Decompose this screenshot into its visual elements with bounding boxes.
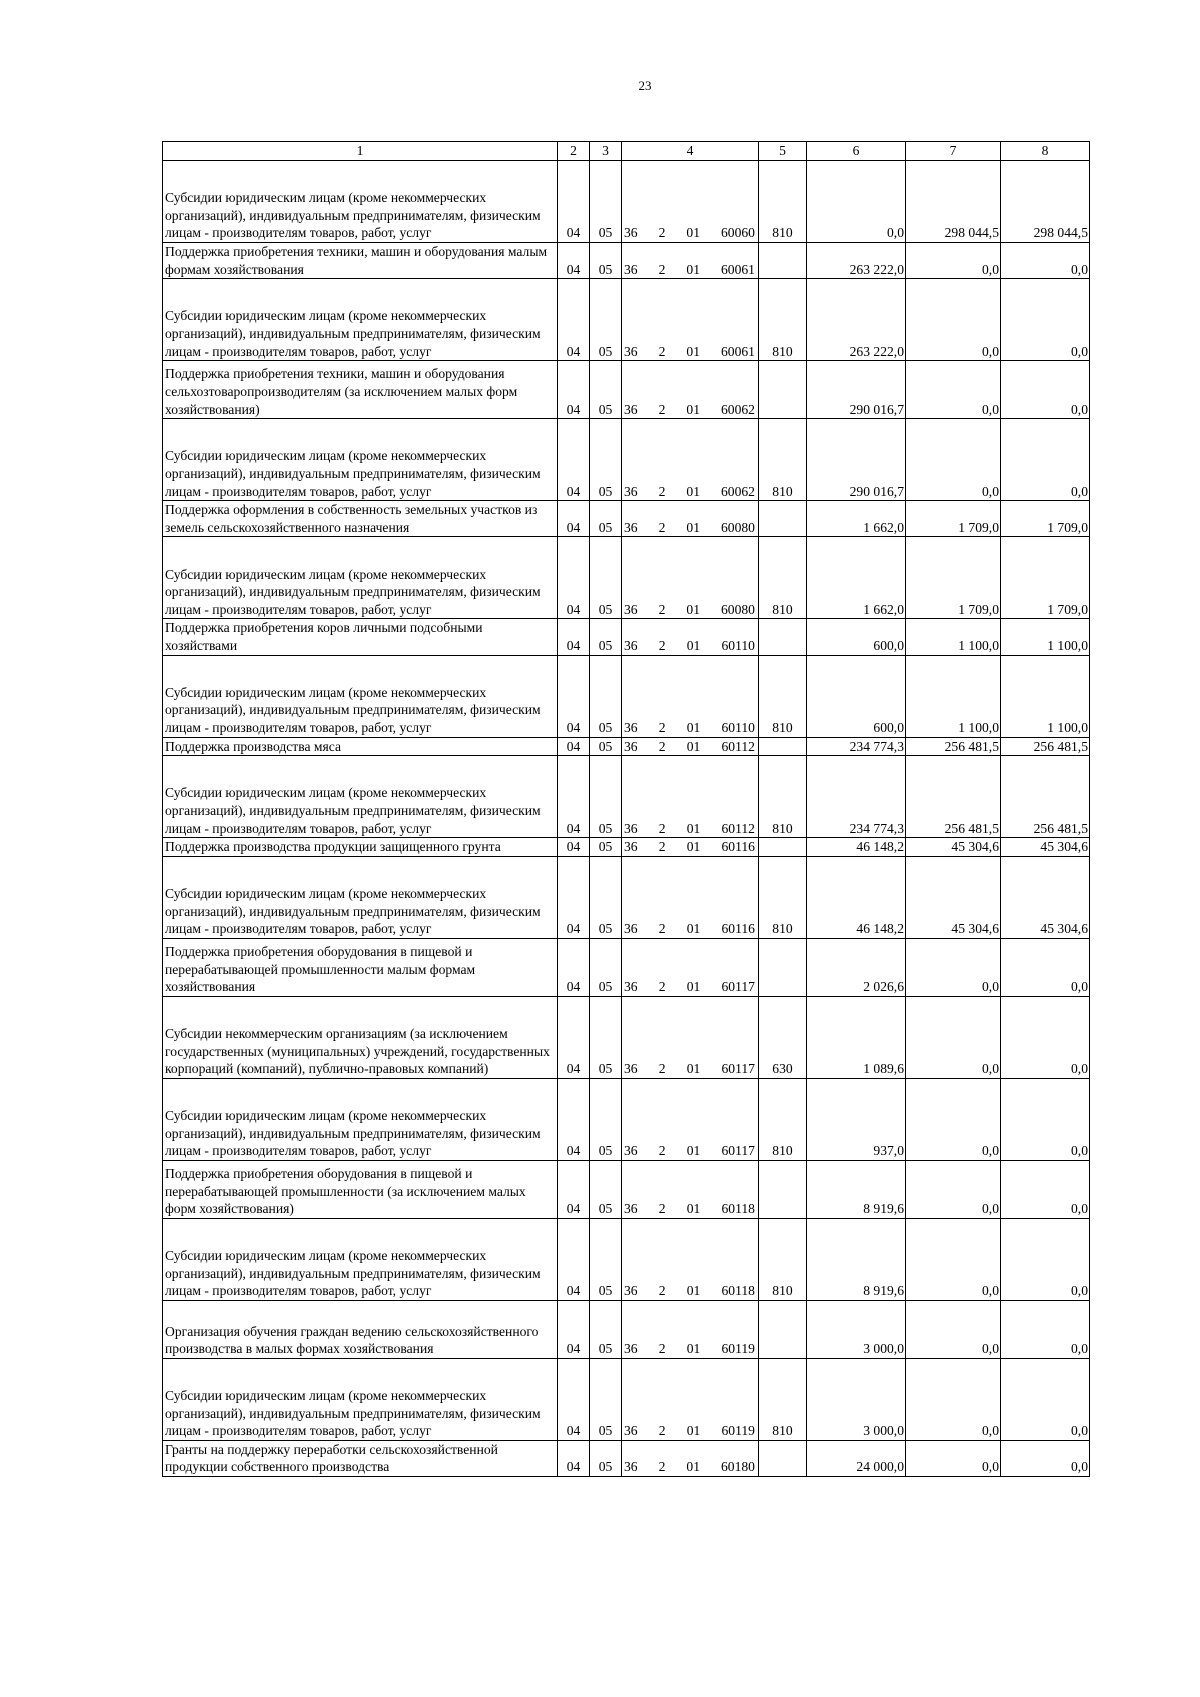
subsection-code: 05 — [590, 619, 622, 655]
subprogram-code: 2 — [658, 719, 666, 735]
subsection-code: 05 — [590, 419, 622, 501]
target-article-cell — [622, 161, 759, 243]
row-name: Поддержка производства мяса — [163, 737, 558, 756]
target-article-cell — [622, 756, 759, 838]
expense-code: 60119 — [721, 1423, 755, 1439]
expense-code: 60062 — [720, 401, 755, 417]
program-code: 36 — [624, 979, 638, 995]
amount-col-8: 0,0 — [1001, 1300, 1090, 1358]
expense-type-code: 810 — [759, 756, 807, 838]
amount-col-6: 600,0 — [807, 619, 906, 655]
measure-code: 01 — [686, 921, 701, 937]
subprogram-code: 2 — [658, 1201, 666, 1217]
program-code: 36 — [624, 637, 638, 653]
subsection-code: 05 — [590, 1160, 622, 1218]
subprogram-code: 2 — [658, 1061, 666, 1077]
subprogram-code: 2 — [658, 820, 666, 836]
amount-col-8: 1 100,0 — [1001, 655, 1090, 737]
header-cell: 1 — [163, 142, 558, 161]
subprogram-code: 2 — [658, 839, 666, 855]
amount-col-8: 0,0 — [1001, 1440, 1090, 1476]
amount-col-8: 45 304,6 — [1001, 838, 1090, 857]
expense-code: 60116 — [721, 921, 755, 937]
amount-col-6: 290 016,7 — [807, 419, 906, 501]
header-cell: 7 — [906, 142, 1001, 161]
measure-code: 01 — [686, 401, 700, 417]
section-code: 04 — [558, 737, 590, 756]
target-article-cell — [622, 856, 759, 938]
table-row — [163, 1160, 1090, 1218]
amount-col-8: 0,0 — [1001, 996, 1090, 1078]
table-row — [163, 1218, 1090, 1300]
target-article-cell — [622, 737, 759, 756]
subsection-code: 05 — [590, 1358, 622, 1440]
table-row — [163, 537, 1090, 619]
amount-col-7: 45 304,6 — [906, 838, 1001, 857]
amount-col-6: 46 148,2 — [807, 856, 906, 938]
table-row — [163, 243, 1090, 279]
subsection-code: 05 — [590, 537, 622, 619]
target-article-cell — [622, 1078, 759, 1160]
subsection-code: 05 — [590, 838, 622, 857]
target-article-cell — [622, 619, 759, 655]
section-code: 04 — [558, 856, 590, 938]
amount-col-7: 1 709,0 — [906, 537, 1001, 619]
table-row — [163, 1440, 1090, 1476]
amount-col-8: 256 481,5 — [1001, 756, 1090, 838]
expense-type-code — [759, 1160, 807, 1218]
row-name: Субсидии юридическим лицам (кроме некоммерческих организаций), индивидуальным предпринимателям, физическим лицам - производителям товаров, работ, услуг — [163, 756, 558, 838]
row-name: Поддержка приобретения техники, машин и оборудования малым формам хозяйствования — [163, 243, 558, 279]
section-code: 04 — [558, 1358, 590, 1440]
section-code: 04 — [558, 655, 590, 737]
measure-code: 01 — [686, 1143, 701, 1159]
measure-code: 01 — [686, 1061, 701, 1077]
amount-col-8: 298 044,5 — [1001, 161, 1090, 243]
expense-type-code: 810 — [759, 1358, 807, 1440]
expense-type-code: 810 — [759, 161, 807, 243]
amount-col-6: 234 774,3 — [807, 737, 906, 756]
subprogram-code: 2 — [658, 401, 666, 417]
amount-col-6: 24 000,0 — [807, 1440, 906, 1476]
row-name: Поддержка приобретения оборудования в пищевой и перерабатывающей промышленности (за исключением малых форм хозяйствования) — [163, 1160, 558, 1218]
target-article-cell — [622, 1160, 759, 1218]
expense-code: 60112 — [721, 820, 755, 836]
subprogram-code: 2 — [658, 1283, 666, 1299]
amount-col-6: 234 774,3 — [807, 756, 906, 838]
section-code: 04 — [558, 361, 590, 419]
subsection-code: 05 — [590, 1440, 622, 1476]
subsection-code: 05 — [590, 1218, 622, 1300]
measure-code: 01 — [686, 261, 700, 277]
row-name: Субсидии юридическим лицам (кроме некоммерческих организаций), индивидуальным предпринимателям, физическим лицам - производителям товаров, работ, услуг — [163, 419, 558, 501]
target-article-cell — [622, 938, 759, 996]
table-row — [163, 361, 1090, 419]
amount-col-7: 0,0 — [906, 996, 1001, 1078]
subsection-code: 05 — [590, 501, 622, 537]
expense-code: 60062 — [720, 483, 755, 499]
amount-col-8: 0,0 — [1001, 1078, 1090, 1160]
section-code: 04 — [558, 161, 590, 243]
subprogram-code: 2 — [658, 979, 666, 995]
subsection-code: 05 — [590, 243, 622, 279]
program-code: 36 — [624, 921, 638, 937]
program-code: 36 — [624, 519, 638, 535]
expense-type-code — [759, 1440, 807, 1476]
subprogram-code: 2 — [658, 261, 666, 277]
program-code: 36 — [624, 1423, 638, 1439]
header-cell: 6 — [807, 142, 906, 161]
amount-col-7: 0,0 — [906, 1440, 1001, 1476]
table-row — [163, 619, 1090, 655]
header-cell: 5 — [759, 142, 807, 161]
measure-code: 01 — [686, 637, 701, 653]
row-name: Субсидии юридическим лицам (кроме некоммерческих организаций), индивидуальным предпринимателям, физическим лицам - производителям товаров, работ, услуг — [163, 1218, 558, 1300]
table-row — [163, 938, 1090, 996]
subsection-code: 05 — [590, 361, 622, 419]
table-row — [163, 1300, 1090, 1358]
measure-code: 01 — [686, 343, 700, 359]
measure-code: 01 — [686, 519, 700, 535]
target-article-cell — [622, 1218, 759, 1300]
measure-code: 01 — [686, 979, 701, 995]
table-row — [163, 655, 1090, 737]
section-code: 04 — [558, 419, 590, 501]
measure-code: 01 — [686, 1283, 701, 1299]
amount-col-6: 937,0 — [807, 1078, 906, 1160]
subprogram-code: 2 — [658, 1143, 666, 1159]
row-name: Организация обучения граждан ведению сельскохозяйственного производства в малых формах хозяйствования — [163, 1300, 558, 1358]
row-name: Гранты на поддержку переработки сельскохозяйственной продукции собственного производства — [163, 1440, 558, 1476]
expense-type-code: 810 — [759, 537, 807, 619]
section-code: 04 — [558, 1160, 590, 1218]
program-code: 36 — [624, 719, 638, 735]
subprogram-code: 2 — [658, 1459, 666, 1475]
program-code: 36 — [624, 839, 638, 855]
amount-col-6: 290 016,7 — [807, 361, 906, 419]
expense-code: 60119 — [721, 1341, 755, 1357]
row-name: Субсидии юридическим лицам (кроме некоммерческих организаций), индивидуальным предпринимателям, физическим лицам - производителям товаров, работ, услуг — [163, 1078, 558, 1160]
measure-code: 01 — [686, 1341, 701, 1357]
target-article-cell — [622, 838, 759, 857]
section-code: 04 — [558, 1440, 590, 1476]
amount-col-6: 263 222,0 — [807, 279, 906, 361]
target-article-cell — [622, 537, 759, 619]
amount-col-6: 600,0 — [807, 655, 906, 737]
expense-type-code: 810 — [759, 856, 807, 938]
target-article-cell — [622, 361, 759, 419]
program-code: 36 — [624, 1061, 638, 1077]
header-cell: 8 — [1001, 142, 1090, 161]
subsection-code: 05 — [590, 996, 622, 1078]
amount-col-8: 0,0 — [1001, 279, 1090, 361]
program-code: 36 — [624, 1283, 638, 1299]
subprogram-code: 2 — [658, 483, 666, 499]
subsection-code: 05 — [590, 655, 622, 737]
expense-code: 60116 — [721, 839, 755, 855]
amount-col-6: 3 000,0 — [807, 1300, 906, 1358]
row-name: Субсидии юридическим лицам (кроме некоммерческих организаций), индивидуальным предпринимателям, физическим лицам - производителям товаров, работ, услуг — [163, 856, 558, 938]
expense-code: 60117 — [721, 1143, 755, 1159]
amount-col-7: 0,0 — [906, 361, 1001, 419]
target-article-cell — [622, 279, 759, 361]
program-code: 36 — [624, 401, 638, 417]
amount-col-6: 46 148,2 — [807, 838, 906, 857]
measure-code: 01 — [686, 719, 701, 735]
measure-code: 01 — [686, 839, 701, 855]
amount-col-8: 45 304,6 — [1001, 856, 1090, 938]
expense-code: 60118 — [721, 1283, 755, 1299]
expense-type-code: 810 — [759, 419, 807, 501]
amount-col-6: 8 919,6 — [807, 1218, 906, 1300]
subsection-code: 05 — [590, 938, 622, 996]
row-name: Субсидии юридическим лицам (кроме некоммерческих организаций), индивидуальным предпринимателям, физическим лицам - производителям товаров, работ, услуг — [163, 1358, 558, 1440]
target-article-cell — [622, 655, 759, 737]
header-row — [163, 142, 1090, 161]
program-code: 36 — [624, 1341, 638, 1357]
subsection-code: 05 — [590, 856, 622, 938]
program-code: 36 — [624, 261, 638, 277]
measure-code: 01 — [686, 1459, 700, 1475]
amount-col-8: 0,0 — [1001, 1218, 1090, 1300]
target-article-cell — [622, 419, 759, 501]
expense-code: 60112 — [721, 738, 755, 754]
subsection-code: 05 — [590, 1300, 622, 1358]
header-cell: 4 — [622, 142, 759, 161]
section-code: 04 — [558, 501, 590, 537]
page-number: 23 — [638, 78, 652, 93]
expense-type-code — [759, 501, 807, 537]
amount-col-8: 0,0 — [1001, 361, 1090, 419]
amount-col-8: 0,0 — [1001, 1358, 1090, 1440]
amount-col-7: 298 044,5 — [906, 161, 1001, 243]
row-name: Поддержка приобретения техники, машин и оборудования сельхозтоваропроизводителям (за исключением малых форм хозяйствования) — [163, 361, 558, 419]
target-article-cell — [622, 243, 759, 279]
subsection-code: 05 — [590, 1078, 622, 1160]
table-row — [163, 419, 1090, 501]
amount-col-6: 8 919,6 — [807, 1160, 906, 1218]
table-row — [163, 501, 1090, 537]
amount-col-7: 256 481,5 — [906, 756, 1001, 838]
program-code: 36 — [624, 1459, 638, 1475]
program-code: 36 — [624, 1201, 638, 1217]
amount-col-6: 2 026,6 — [807, 938, 906, 996]
target-article-cell — [622, 1440, 759, 1476]
expense-code: 60080 — [720, 601, 755, 617]
amount-col-7: 0,0 — [906, 243, 1001, 279]
measure-code: 01 — [686, 820, 701, 836]
section-code: 04 — [558, 1218, 590, 1300]
amount-col-7: 0,0 — [906, 1078, 1001, 1160]
row-name: Субсидии некоммерческим организациям (за исключением государственных (муниципальных) учреждений, государственных корпораций (компаний), публично-правовых компаний) — [163, 996, 558, 1078]
amount-col-7: 45 304,6 — [906, 856, 1001, 938]
expense-type-code — [759, 938, 807, 996]
row-name: Поддержка производства продукции защищенного грунта — [163, 838, 558, 857]
measure-code: 01 — [686, 483, 700, 499]
measure-code: 01 — [686, 601, 700, 617]
expense-code: 60117 — [721, 1061, 755, 1077]
amount-col-8: 0,0 — [1001, 1160, 1090, 1218]
row-name: Поддержка оформления в собственность земельных участков из земель сельскохозяйственного назначения — [163, 501, 558, 537]
table-row — [163, 161, 1090, 243]
amount-col-6: 0,0 — [807, 161, 906, 243]
program-code: 36 — [624, 820, 638, 836]
row-name: Субсидии юридическим лицам (кроме некоммерческих организаций), индивидуальным предпринимателям, физическим лицам - производителям товаров, работ, услуг — [163, 537, 558, 619]
expense-code: 60110 — [721, 637, 755, 653]
amount-col-7: 0,0 — [906, 1160, 1001, 1218]
subprogram-code: 2 — [658, 225, 666, 241]
section-code: 04 — [558, 838, 590, 857]
program-code: 36 — [624, 1143, 638, 1159]
table-row — [163, 856, 1090, 938]
subprogram-code: 2 — [658, 738, 666, 754]
section-code: 04 — [558, 279, 590, 361]
measure-code: 01 — [686, 1201, 701, 1217]
expense-code: 60117 — [721, 979, 755, 995]
subprogram-code: 2 — [658, 921, 666, 937]
row-name: Поддержка приобретения оборудования в пищевой и перерабатывающей промышленности малым формам хозяйствования — [163, 938, 558, 996]
section-code: 04 — [558, 243, 590, 279]
amount-col-8: 0,0 — [1001, 243, 1090, 279]
amount-col-8: 1 709,0 — [1001, 537, 1090, 619]
section-code: 04 — [558, 938, 590, 996]
row-name: Поддержка приобретения коров личными подсобными хозяйствами — [163, 619, 558, 655]
table-row — [163, 737, 1090, 756]
expense-code: 60060 — [720, 225, 755, 241]
expense-type-code — [759, 838, 807, 857]
section-code: 04 — [558, 996, 590, 1078]
subprogram-code: 2 — [658, 343, 666, 359]
subprogram-code: 2 — [658, 1341, 666, 1357]
target-article-cell — [622, 996, 759, 1078]
section-code: 04 — [558, 756, 590, 838]
amount-col-7: 0,0 — [906, 1358, 1001, 1440]
expense-code: 60180 — [720, 1459, 755, 1475]
table-row — [163, 279, 1090, 361]
amount-col-6: 1 662,0 — [807, 501, 906, 537]
amount-col-6: 263 222,0 — [807, 243, 906, 279]
amount-col-7: 1 709,0 — [906, 501, 1001, 537]
amount-col-6: 3 000,0 — [807, 1358, 906, 1440]
target-article-cell — [622, 501, 759, 537]
amount-col-6: 1 089,6 — [807, 996, 906, 1078]
target-article-cell — [622, 1358, 759, 1440]
subprogram-code: 2 — [658, 519, 666, 535]
amount-col-8: 256 481,5 — [1001, 737, 1090, 756]
expense-code: 60110 — [721, 719, 755, 735]
target-article-cell — [622, 1300, 759, 1358]
measure-code: 01 — [686, 738, 701, 754]
expense-type-code — [759, 243, 807, 279]
subprogram-code: 2 — [658, 637, 666, 653]
amount-col-8: 0,0 — [1001, 938, 1090, 996]
program-code: 36 — [624, 483, 638, 499]
header-cell: 2 — [558, 142, 590, 161]
amount-col-7: 0,0 — [906, 1300, 1001, 1358]
amount-col-7: 1 100,0 — [906, 655, 1001, 737]
section-code: 04 — [558, 619, 590, 655]
table-row — [163, 838, 1090, 857]
amount-col-7: 0,0 — [906, 279, 1001, 361]
expense-type-code: 810 — [759, 655, 807, 737]
program-code: 36 — [624, 343, 638, 359]
expense-code: 60061 — [720, 261, 755, 277]
section-code: 04 — [558, 1300, 590, 1358]
section-code: 04 — [558, 1078, 590, 1160]
expense-type-code: 810 — [759, 1078, 807, 1160]
table-row — [163, 996, 1090, 1078]
amount-col-7: 1 100,0 — [906, 619, 1001, 655]
program-code: 36 — [624, 738, 638, 754]
header-cell: 3 — [590, 142, 622, 161]
amount-col-7: 0,0 — [906, 938, 1001, 996]
expense-type-code: 810 — [759, 279, 807, 361]
expense-code: 60080 — [720, 519, 755, 535]
amount-col-8: 1 100,0 — [1001, 619, 1090, 655]
amount-col-6: 1 662,0 — [807, 537, 906, 619]
amount-col-7: 256 481,5 — [906, 737, 1001, 756]
expense-type-code — [759, 361, 807, 419]
subsection-code: 05 — [590, 279, 622, 361]
table-row — [163, 756, 1090, 838]
table-body — [163, 142, 1090, 1477]
amount-col-8: 1 709,0 — [1001, 501, 1090, 537]
subsection-code: 05 — [590, 756, 622, 838]
section-code: 04 — [558, 537, 590, 619]
expense-type-code — [759, 737, 807, 756]
expense-type-code: 810 — [759, 1218, 807, 1300]
amount-col-7: 0,0 — [906, 419, 1001, 501]
amount-col-8: 0,0 — [1001, 419, 1090, 501]
program-code: 36 — [624, 601, 638, 617]
subsection-code: 05 — [590, 161, 622, 243]
subprogram-code: 2 — [658, 1423, 666, 1439]
table-row — [163, 1358, 1090, 1440]
row-name: Субсидии юридическим лицам (кроме некоммерческих организаций), индивидуальным предпринимателям, физическим лицам - производителям товаров, работ, услуг — [163, 161, 558, 243]
budget-table — [162, 141, 1090, 1477]
amount-col-7: 0,0 — [906, 1218, 1001, 1300]
row-name: Субсидии юридическим лицам (кроме некоммерческих организаций), индивидуальным предпринимателям, физическим лицам - производителям товаров, работ, услуг — [163, 655, 558, 737]
table-row — [163, 1078, 1090, 1160]
expense-type-code: 630 — [759, 996, 807, 1078]
row-name: Субсидии юридическим лицам (кроме некоммерческих организаций), индивидуальным предпринимателям, физическим лицам - производителям товаров, работ, услуг — [163, 279, 558, 361]
subsection-code: 05 — [590, 737, 622, 756]
measure-code: 01 — [686, 225, 700, 241]
expense-type-code — [759, 1300, 807, 1358]
expense-type-code — [759, 619, 807, 655]
expense-code: 60061 — [720, 343, 755, 359]
subprogram-code: 2 — [658, 601, 666, 617]
program-code: 36 — [624, 225, 638, 241]
measure-code: 01 — [686, 1423, 701, 1439]
expense-code: 60118 — [721, 1201, 755, 1217]
